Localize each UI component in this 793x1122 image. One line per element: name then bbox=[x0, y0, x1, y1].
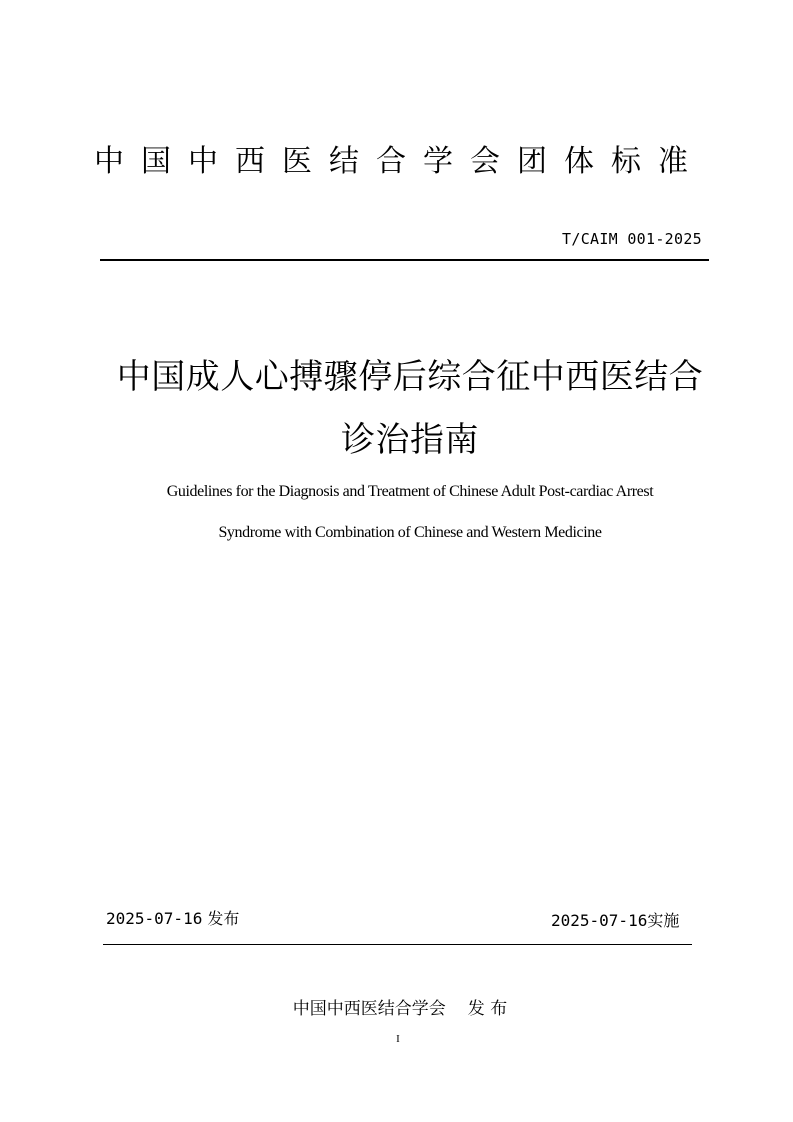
publisher-name: 中国中西医结合学会 bbox=[292, 999, 446, 1019]
title-english-line-2: Syndrome with Combination of Chinese and Western Medicine bbox=[218, 524, 602, 541]
publish-label: 发布 bbox=[207, 909, 240, 928]
implement-date-block bbox=[551, 910, 679, 932]
page-number: I bbox=[396, 1033, 400, 1045]
publish-date-block bbox=[106, 908, 239, 930]
publisher-line bbox=[0, 997, 793, 1021]
title-chinese-line-2: 诊治指南 bbox=[341, 420, 479, 460]
standard-number: T/CAIM 001-2025 bbox=[562, 230, 702, 248]
implement-date: 2025-07-16 bbox=[551, 911, 648, 930]
organization-standard-header: 中国中西医结合学会团体标准 bbox=[94, 144, 705, 179]
implement-label: 实施 bbox=[647, 911, 680, 930]
top-divider-line bbox=[100, 259, 709, 261]
title-chinese-line-1: 中国成人心搏骤停后综合征中西医结合 bbox=[116, 357, 704, 397]
publish-action: 发 布 bbox=[467, 999, 508, 1019]
bottom-divider-line bbox=[103, 944, 692, 945]
title-english-line-1: Guidelines for the Diagnosis and Treatment of Chinese Adult Post-cardiac Arrest bbox=[166, 483, 654, 500]
publish-date: 2025-07-16 bbox=[106, 909, 203, 928]
